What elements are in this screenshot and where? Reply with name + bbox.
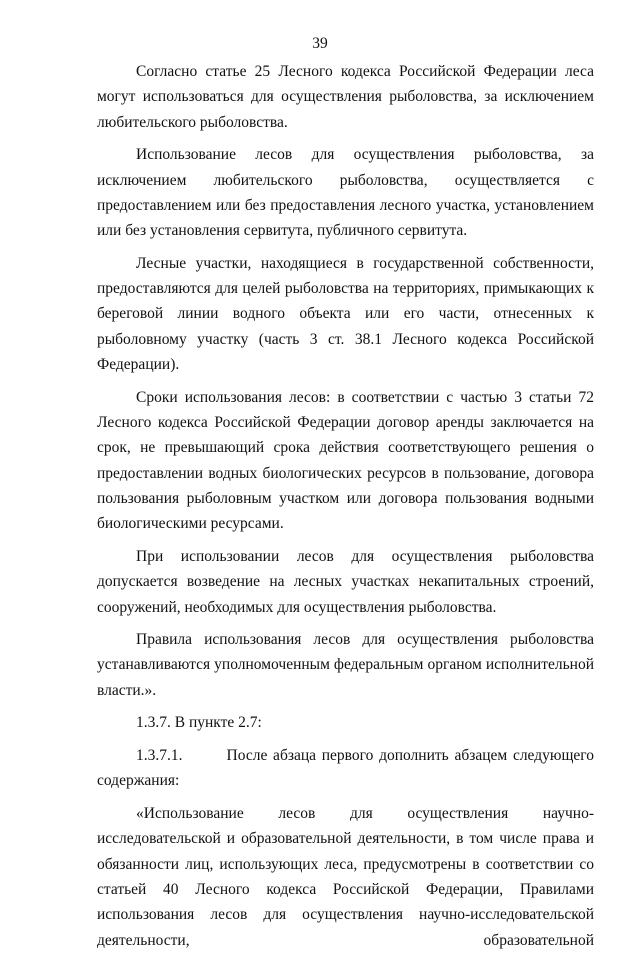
paragraph-rules-authority: Правила использования лесов для осуществления рыболовства устанавливаются уполномоченным федеральным органом исполнительной власти.». bbox=[97, 631, 594, 699]
document-body bbox=[97, 59, 594, 960]
clause-number: 1.3.7.1. bbox=[136, 747, 183, 765]
paragraph-forest-use-fishing: Согласно статье 25 Лесного кодекса Российской Федерации леса могут использоваться для осуществления рыболовства, за исключением любительского рыболовства. bbox=[97, 63, 594, 131]
paragraph-temporary-structures: При использовании лесов для осуществления рыболовства допускается возведение на лесных участках некапитальных строений, сооружений, необходимых для осуществления рыболовства. bbox=[97, 547, 594, 616]
paragraph-fishing-land-provision: Использование лесов для осуществления рыболовства, за исключением любительского рыболовства, осуществляется с предоставлением или без предоставления лесного участка, установлением или без установления сервитута, публичного сервитута. bbox=[97, 146, 594, 240]
clause-text: После абзаца первого дополнить абзацем следующего содержания: bbox=[97, 747, 594, 790]
paragraph-clause-1-3-7-1 bbox=[97, 743, 594, 794]
paragraph-lease-terms: Сроки использования лесов: в соответствии с частью 3 статьи 72 Лесного кодекса Российской Федерации договор аренды заключается на срок, не превышающий срока действия соответствующего решения о предоставлении водных биологических ресурсов в пользование, договора пользования рыболовным участком или договора пользования водными биологическими ресурсами. bbox=[97, 388, 594, 533]
paragraph-state-owned-plots: Лесные участки, находящиеся в государственной собственности, предоставляются для целей рыболовства на территориях, примыкающих к береговой линии водного объекта или его части, отнесенных к рыболовному участку (часть 3 ст. 38.1 Лесного кодекса Российской Федерации). bbox=[97, 254, 594, 374]
paragraph-research-education: «Использование лесов для осуществления научно-исследовательской и образовательной деятельности, в том числе права и обязанности лиц, использующих леса, предусмотрены в соответствии со статьей 40 Лесного кодекса Российской Федерации, Правилами использования лесов для осуществления научно-исследовательской деятельности, образовательной bbox=[97, 805, 594, 949]
page-number: 39 bbox=[312, 35, 328, 52]
paragraph-clause-1-3-7: 1.3.7. В пункте 2.7: bbox=[136, 714, 262, 732]
